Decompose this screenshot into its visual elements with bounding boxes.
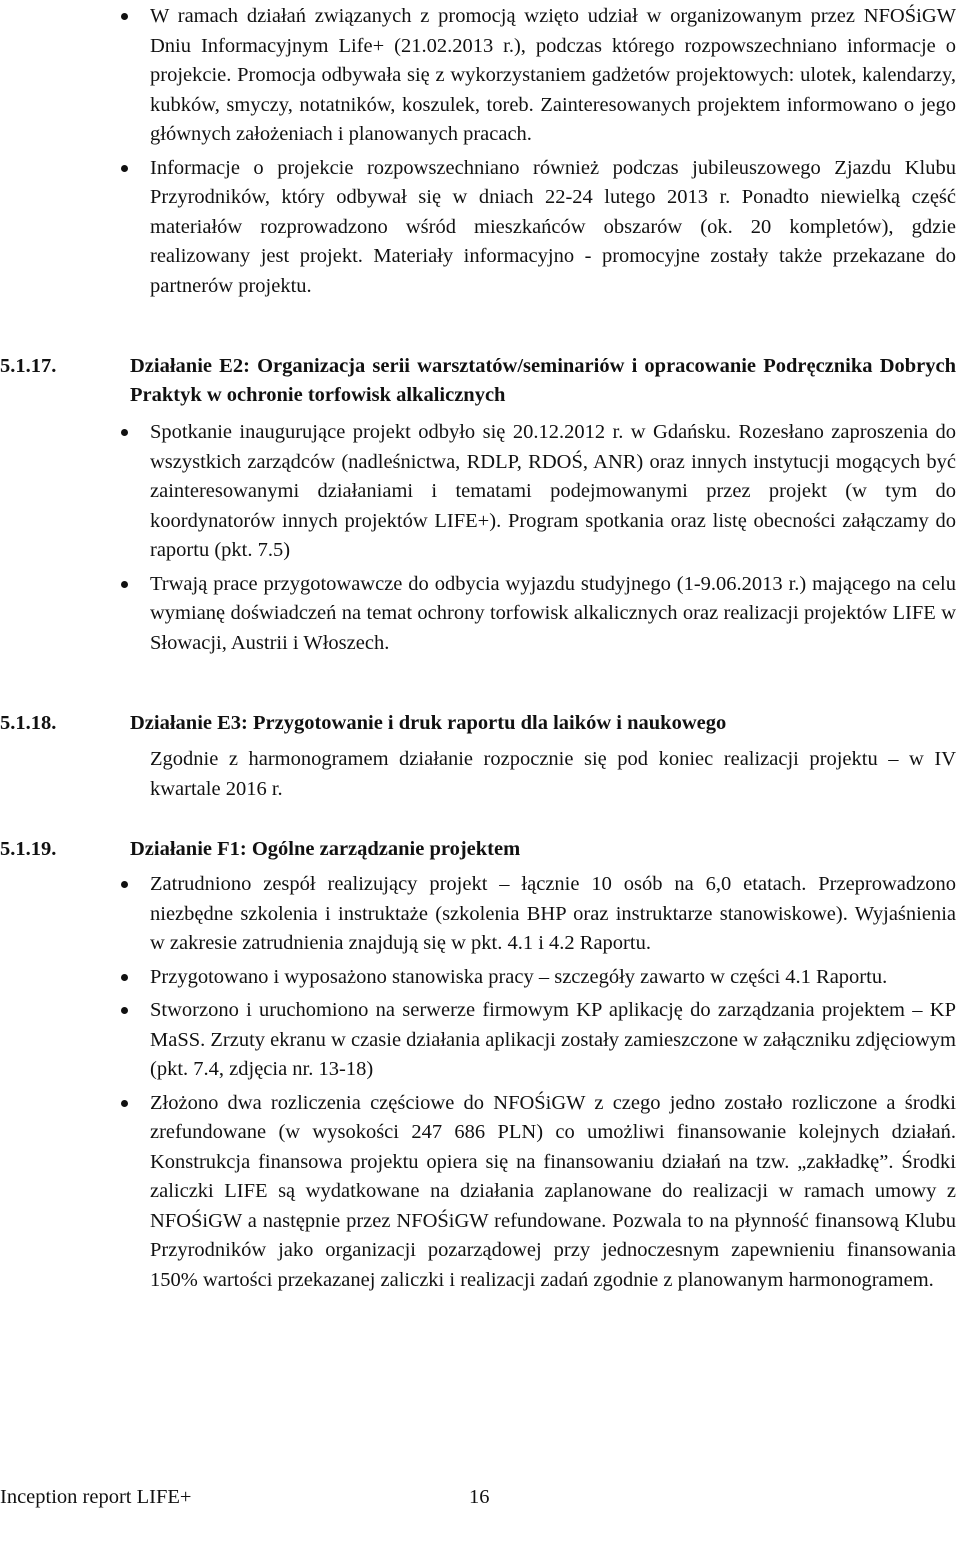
section-heading-5-1-19 <box>0 835 956 864</box>
bullet-item: Stworzono i uruchomiono na serwerze firmowym KP aplikację do zarządzania projektem – KP MaSS. Zrzuty ekranu w czasie działania aplikacji zostały zamieszczone w załączniku zdjęciowym (pkt. 7.4, zdjęcia nr. 13-18) <box>150 996 956 1085</box>
bullet-item: Złożono dwa rozliczenia częściowe do NFOŚiGW z czego jedno zostało rozliczone a środki zrefundowane (w wysokości 247 686 PLN) co umożliwi finansowanie kolejnych działań. Konstrukcja finansowa projektu opiera się na finansowaniu działań na tzw. „zakładkę”. Środki zaliczki LIFE są wydatkowane na działania zaplanowane do realizacji w ramach umowy z NFOŚiGW a następnie przez NFOŚiGW refundowane. Pozwala to na płynność finansową Klubu Przyrodników jako organizacji pozarządowej przy jednoczesnym zapewnieniu finansowania 150% wartości przekazanej zaliczki i realizacji zadań zgodnie z planowanym harmonogramem. <box>150 1089 956 1296</box>
section-title: Działanie E2: Organizacja serii warsztatów/seminariów i opracowanie Podręcznika Dobrych Praktyk w ochronie torfowisk alkalicznych <box>130 355 956 406</box>
bullet-item: W ramach działań związanych z promocją wzięto udział w organizowanym przez NFOŚiGW Dniu Informacyjnym Life+ (21.02.2013 r.), podczas którego rozpowszechniano informacje o projekcie. Promocja odbywała się z wykorzystaniem gadżetów projektowych: ulotek, kalendarzy, kubków, smyczy, notatników, koszulek, toreb. Zainteresowanych projektem informowano o jego głównych założeniach i planowanych pracach. <box>150 2 956 150</box>
f1-bullet-list <box>150 870 956 1299</box>
section-number: 5.1.18. <box>0 712 57 734</box>
bullet-item: Informacje o projekcie rozpowszechniano również podczas jubileuszowego Zjazdu Klubu Przyrodników, który odbywał się w dniach 22-24 lutego 2013 r. Ponadto niewielką część materiałów rozprowadzono wśród mieszkańców obszarów (ok. 20 kompletów), gdzie realizowany jest projekt. Materiały informacyjno - promocyjne zostały także przekazane do partnerów projektu. <box>150 154 956 302</box>
bullet-item: Trwają prace przygotowawcze do odbycia wyjazdu studyjnego (1-9.06.2013 r.) mającego na celu wymianę doświadczeń na temat ochrony torfowisk alkalicznych oraz realizacji projektów LIFE w Słowacji, Austrii i Włoszech. <box>150 570 956 659</box>
bullet-item: Spotkanie inaugurujące projekt odbyło się 20.12.2012 r. w Gdańsku. Rozesłano zaproszenia do wszystkich zarządców (nadleśnictwa, RDLP, RDOŚ, ANR) oraz innych instytucji mogących być zainteresowanymi działaniami i tematami podejmowanymi przez projekt (w tym do koordynatorów innych projektów LIFE+). Program spotkania oraz listę obecności załączamy do raportu (pkt. 7.5) <box>150 418 956 566</box>
footer-title: Inception report LIFE+ <box>0 1486 192 1508</box>
section-heading-5-1-17 <box>0 352 956 410</box>
bullet-item: Przygotowano i wyposażono stanowiska pracy – szczegóły zawarto w części 4.1 Raportu. <box>150 963 956 993</box>
section-number: 5.1.19. <box>0 838 57 860</box>
promotion-bullet-list <box>150 2 956 305</box>
section-title: Działanie E3: Przygotowanie i druk raportu dla laików i naukowego <box>130 712 727 734</box>
bullet-item: Zatrudniono zespół realizujący projekt – łącznie 10 osób na 6,0 etatach. Przeprowadzono niezbędne szkolenia i instruktaże (szkolenia BHP oraz instruktarze stanowiskowe). Wyjaśnienia w zakresie zatrudnienia znajdują się w pkt. 4.1 i 4.2 Raportu. <box>150 870 956 959</box>
section-heading-5-1-18 <box>0 709 956 738</box>
section-number: 5.1.17. <box>0 355 57 377</box>
section-title: Działanie F1: Ogólne zarządzanie projektem <box>130 838 521 860</box>
e2-bullet-list <box>150 418 956 662</box>
e3-paragraph: Zgodnie z harmonogramem działanie rozpocznie się pod koniec realizacji projektu – w IV kwartale 2016 r. <box>150 748 956 800</box>
footer-page-number: 16 <box>469 1486 490 1508</box>
